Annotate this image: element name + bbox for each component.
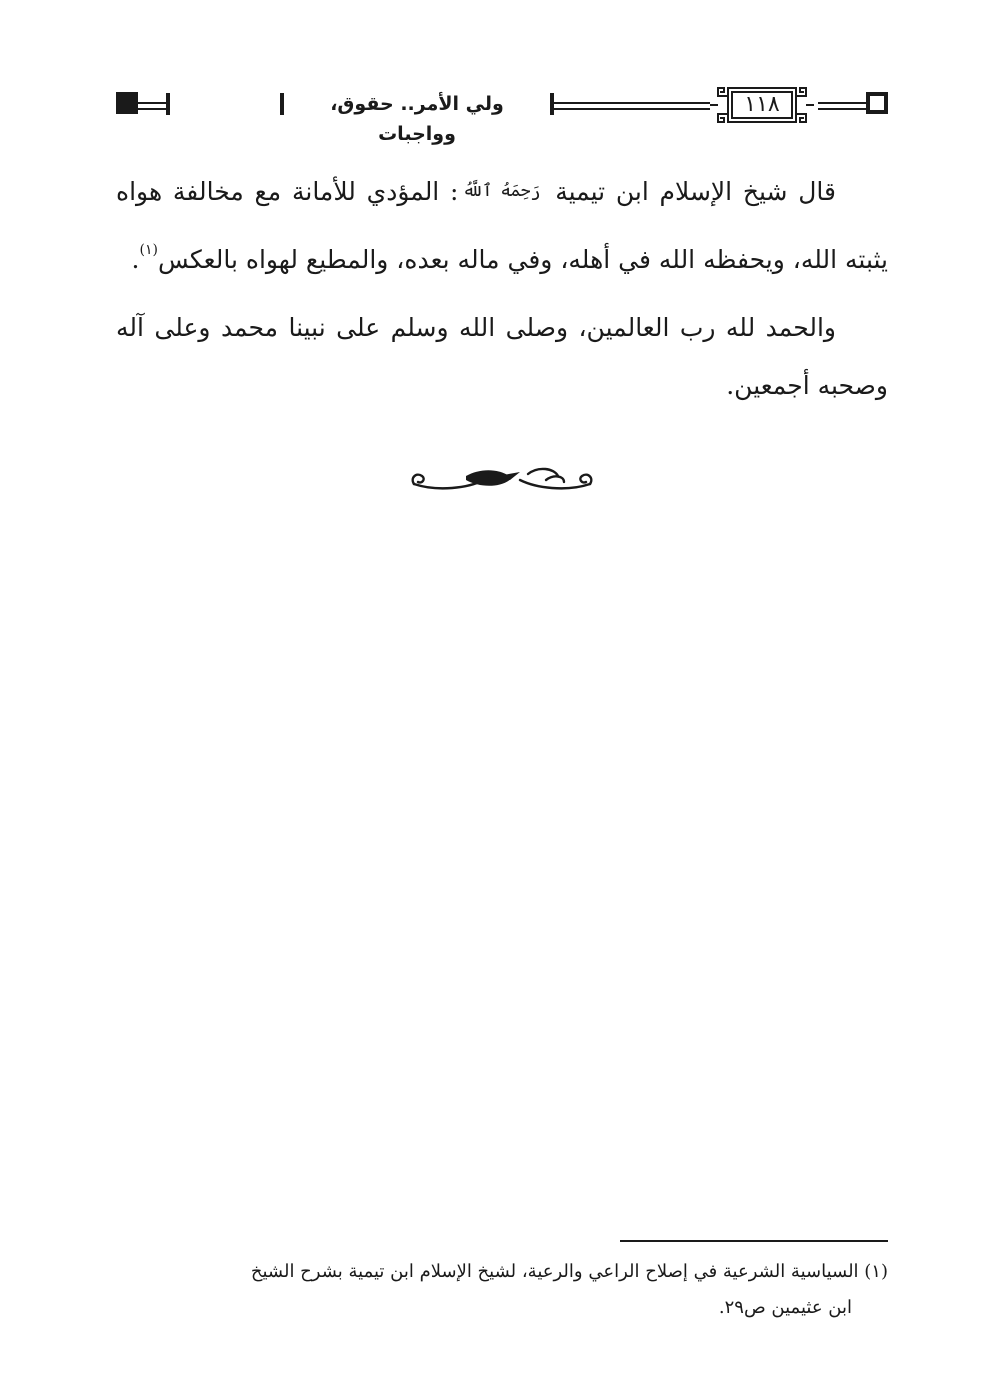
running-header — [116, 84, 888, 145]
running-title: ولي الأمر.. حقوق، وواجبات — [292, 89, 542, 119]
quote-text: : المؤدي للأمانة مع مخالفة هواه يثبته الله، ويحفظه الله في أهله، وفي ماله بعده، والمطيع لهواه بالعكس — [116, 177, 888, 274]
header-rule-left-short — [138, 102, 166, 110]
header-rule-right — [818, 102, 866, 110]
page-number: ١١٨ — [744, 92, 780, 117]
footnote-reference: (١) — [139, 242, 158, 258]
paragraph-closing: والحمد لله رب العالمين، وصلى الله وسلم على نبينا محمد وعلى آله وصحبه أجمعين. — [116, 313, 888, 400]
footnote-line-1: (١) السياسية الشرعية في إصلاح الراعي والرعية، لشيخ الإسلام ابن تيمية بشرح الشيخ — [250, 1261, 888, 1282]
header-bar — [166, 93, 170, 115]
header-left-block — [116, 92, 138, 114]
quote-intro: قال شيخ الإسلام ابن تيمية — [555, 177, 836, 206]
footnote-line-2: ابن عثيمين ص٢٩. — [718, 1297, 852, 1318]
section-end-ornament — [408, 458, 596, 498]
header-bar — [280, 93, 284, 115]
header-right-box — [866, 92, 888, 114]
footnote — [116, 1254, 888, 1326]
quote-end: . — [131, 245, 140, 274]
footnote-separator — [620, 1240, 888, 1242]
header-rule-middle — [554, 102, 710, 110]
paragraph-quote — [116, 162, 888, 289]
page-body — [116, 162, 888, 425]
honorific-ligature: رَحِمَهُ ٱللَّهُ — [462, 181, 541, 201]
page-number-badge — [706, 84, 818, 126]
ornament-flourish-icon — [408, 458, 596, 498]
